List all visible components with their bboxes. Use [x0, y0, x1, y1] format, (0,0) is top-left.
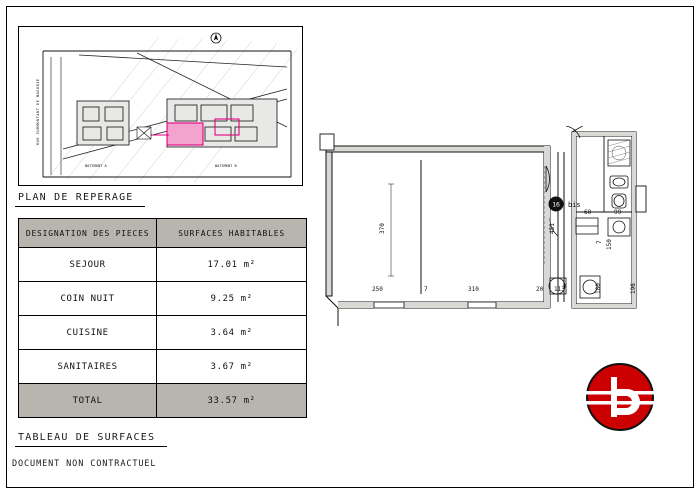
row-room-name: CUISINE — [19, 316, 157, 350]
table-row — [19, 248, 307, 282]
table-total-row — [19, 384, 307, 418]
street-label: RUE SURMONTANT DE MAGORIE — [36, 78, 40, 145]
dimension-113: 113 — [554, 286, 565, 293]
location-plan-title-rule — [15, 206, 145, 207]
dimension-250: 250 — [372, 286, 383, 293]
dimension-7: 7 — [424, 286, 428, 293]
table-row — [19, 316, 307, 350]
dimension-60: 60 — [584, 209, 592, 216]
table-row — [19, 282, 307, 316]
building-b-label: BATIMENT B — [215, 164, 237, 168]
surfaces-table-title: TABLEAU DE SURFACES — [18, 432, 156, 443]
dimension-180: 180 — [595, 283, 602, 294]
room-marker-number: 16 — [552, 200, 560, 209]
company-logo — [584, 361, 656, 433]
surfaces-table-title-rule — [15, 446, 167, 447]
dimension-20: 20 — [536, 286, 544, 293]
row-room-area: 9.25 m² — [157, 282, 307, 316]
row-room-name: SEJOUR — [19, 248, 157, 282]
table-header-row — [19, 219, 307, 248]
disclaimer-text: DOCUMENT NON CONTRACTUEL — [12, 459, 157, 469]
dimension-451: 451 — [549, 223, 556, 234]
total-area: 33.57 m² — [157, 384, 307, 418]
row-room-area: 3.67 m² — [157, 350, 307, 384]
room-marker-suffix: bis — [568, 201, 581, 209]
header-surface: SURFACES HABITABLES — [157, 219, 307, 248]
dimension-150: 150 — [606, 239, 613, 250]
dimension-99: 99 — [614, 209, 622, 216]
row-room-area: 17.01 m² — [157, 248, 307, 282]
dimension-196: 196 — [630, 283, 637, 294]
row-room-name: COIN NUIT — [19, 282, 157, 316]
total-label: TOTAL — [19, 384, 157, 418]
surfaces-table — [18, 218, 307, 418]
row-room-area: 3.64 m² — [157, 316, 307, 350]
header-designation: DESIGNATION DES PIECES — [19, 219, 157, 248]
table-row — [19, 350, 307, 384]
building-a-label: BATIMENT A — [85, 164, 107, 168]
dimension-310: 310 — [468, 286, 479, 293]
apartment-floor-plan — [318, 126, 648, 336]
location-plan-figure — [18, 26, 303, 186]
dimension-7b: 7 — [596, 240, 603, 244]
location-plan-title: PLAN DE REPERAGE — [18, 192, 134, 203]
dimension-370: 370 — [379, 223, 386, 234]
row-room-name: SANITAIRES — [19, 350, 157, 384]
